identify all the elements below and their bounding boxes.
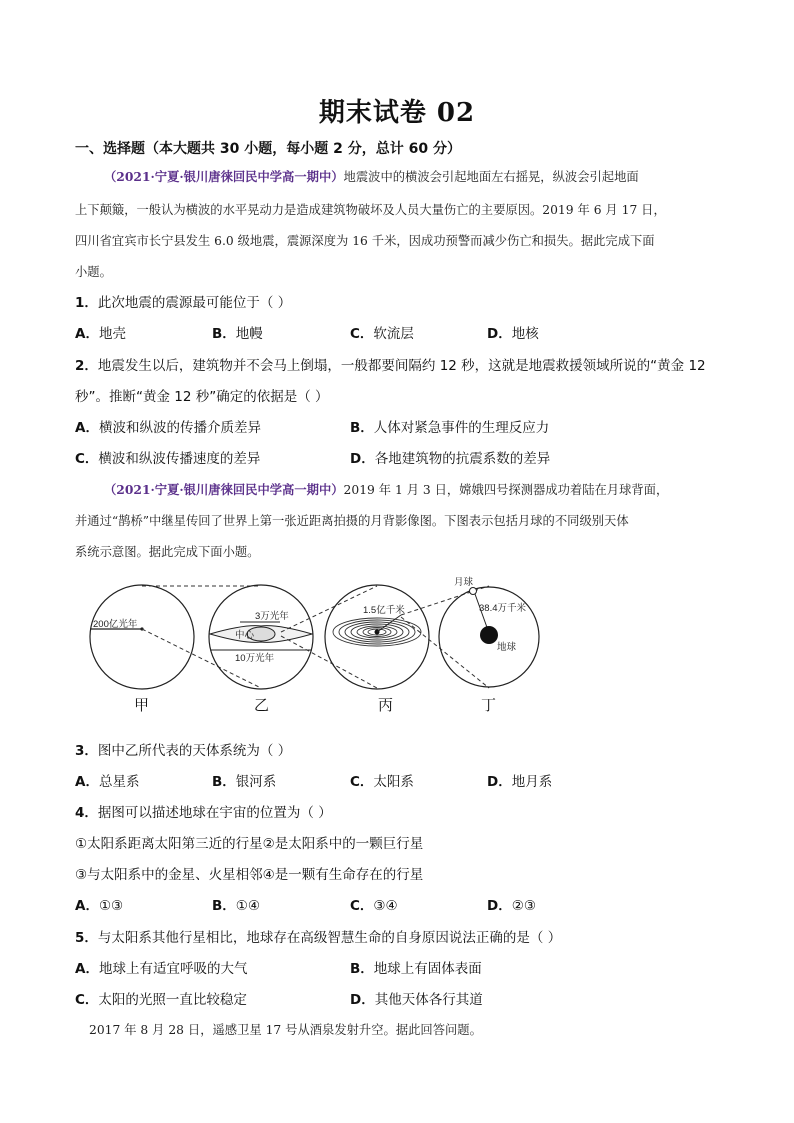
q3-option-b[interactable] — [212, 770, 276, 790]
option-key: B． — [212, 898, 236, 914]
q3-option-d[interactable] — [487, 770, 552, 790]
option-text: ①④ — [235, 898, 261, 914]
q1-option-c[interactable] — [350, 322, 414, 342]
option-text: 太阳系 — [373, 774, 414, 790]
option-key: D． — [487, 898, 512, 914]
option-text: 地核 — [511, 326, 539, 342]
option-text: 地球上有适宜呼吸的大气 — [98, 961, 248, 977]
option-key: C． — [75, 451, 99, 467]
q3-option-c[interactable] — [350, 770, 414, 790]
moon-label: 月球 — [454, 577, 474, 588]
option-text: ①③ — [98, 898, 124, 914]
q5-stem: 与太阳系其他行星相比，地球存在高级智慧生命的自身原因说法正确的是（ ） — [97, 930, 562, 946]
option-text: 地球上有固体表面 — [373, 961, 482, 977]
q5-option-d[interactable] — [350, 988, 483, 1008]
option-text: 地壳 — [98, 326, 126, 342]
q4-stem: 据图可以描述地球在宇宙的位置为（ ） — [97, 805, 332, 821]
figure-label-yi: 乙 — [254, 696, 270, 714]
option-text: ③④ — [373, 898, 398, 914]
q5-option-b[interactable] — [350, 957, 482, 977]
question-4 — [75, 801, 332, 821]
moon-icon — [470, 588, 477, 595]
q5-number: 5． — [75, 930, 98, 946]
option-text: 横波和纵波的传播介质差异 — [98, 420, 261, 436]
option-key: D． — [487, 326, 512, 342]
option-key: C． — [350, 774, 374, 790]
option-key: A． — [75, 326, 99, 342]
question-3 — [75, 739, 291, 759]
q2-number: 2． — [75, 358, 98, 374]
option-key: A． — [75, 898, 99, 914]
option-key: A． — [75, 961, 99, 977]
bing-distance-label: 1.5亿千米 — [363, 605, 405, 616]
option-key: C． — [75, 992, 99, 1008]
yi-center-label: 中心 — [235, 630, 255, 641]
q3-option-a[interactable] — [75, 770, 139, 790]
passage2-line3: 系统示意图。据此完成下面小题。 — [75, 545, 260, 559]
ding-distance-label: 38.4万千米 — [479, 603, 526, 614]
option-key: B． — [212, 774, 236, 790]
section-heading: 一、选择题（本大题共 30 小题，每小题 2 分，总计 60 分） — [75, 141, 461, 157]
q1-option-d[interactable] — [487, 322, 539, 342]
option-text: ②③ — [511, 898, 536, 914]
q2-option-d[interactable] — [350, 447, 550, 467]
option-text: 软流层 — [373, 326, 414, 342]
option-key: D． — [487, 774, 512, 790]
q1-number: 1． — [75, 295, 98, 311]
jia-circle — [90, 585, 194, 689]
question-5 — [75, 926, 561, 946]
option-key: C． — [350, 326, 374, 342]
yi-top-label: 3万光年 — [255, 611, 289, 622]
connector-dash — [401, 617, 489, 688]
q4-statement-2: ③与太阳系中的金星、火星相邻④是一颗有生命存在的行星 — [75, 867, 424, 883]
option-key: A． — [75, 420, 99, 436]
q2-stem-line1: 地震发生以后，建筑物并不会马上倒塌，一般都要间隔约 12 秒，这就是地震救援领域所说的“黄金 12 — [97, 358, 706, 374]
q2-option-c[interactable] — [75, 447, 260, 467]
q4-number: 4． — [75, 805, 98, 821]
passage1-line2: 上下颠簸，一般认为横波的水平晃动力是造成建筑物破坏及人员大量伤亡的主要原因。2019 年 6 月 17 日， — [75, 203, 666, 217]
connector-dash — [281, 636, 377, 688]
q2-option-b[interactable] — [350, 416, 549, 436]
q4-option-a[interactable] — [75, 894, 123, 914]
passage2-text: 2019 年 1 月 3 日，嫦娥四号探测器成功着陆在月球背面， — [343, 483, 669, 497]
q4-option-c[interactable] — [350, 894, 398, 914]
q2-option-a[interactable] — [75, 416, 261, 436]
passage3: 2017 年 8 月 28 日，遥感卫星 17 号从酒泉发射升空。据此回答问题。 — [89, 1023, 482, 1037]
passage1-text: 地震波中的横波会引起地面左右摇晃，纵波会引起地面 — [343, 170, 639, 184]
q1-option-b[interactable] — [212, 322, 263, 342]
option-text: 横波和纵波传播速度的差异 — [98, 451, 261, 467]
option-key: B． — [350, 961, 374, 977]
figure-label-ding: 丁 — [481, 696, 497, 714]
passage1-line4: 小题。 — [75, 265, 112, 279]
option-text: 银河系 — [235, 774, 277, 790]
option-text: 其他天体各行其道 — [374, 992, 483, 1008]
option-text: 总星系 — [98, 774, 140, 790]
figure-label-jia: 甲 — [134, 696, 150, 714]
passage2-line1 — [104, 480, 668, 498]
option-key: D． — [350, 992, 375, 1008]
option-text: 太阳的光照一直比较稳定 — [98, 992, 247, 1008]
question-1 — [75, 291, 291, 311]
q4-option-d[interactable] — [487, 894, 536, 914]
q4-statement-1: ①太阳系距离太阳第三近的行星②是太阳系中的一颗巨行星 — [75, 836, 424, 852]
q1-stem: 此次地震的震源最可能位于（ ） — [97, 295, 292, 311]
passage2-source: （2021·宁夏·银川唐徕回民中学高一期中） — [104, 482, 344, 497]
option-text: 各地建筑物的抗震系数的差异 — [374, 451, 551, 467]
option-key: B． — [212, 326, 236, 342]
passage1-line1 — [104, 167, 639, 185]
yi-bottom-label: 10万光年 — [235, 653, 275, 664]
q5-option-c[interactable] — [75, 988, 247, 1008]
page-title: 期末试卷 02 — [318, 98, 476, 128]
option-text: 地月系 — [511, 774, 553, 790]
option-text: 人体对紧急事件的生理反应力 — [373, 420, 550, 436]
option-key: D． — [350, 451, 375, 467]
q4-option-b[interactable] — [212, 894, 260, 914]
passage1-line3: 四川省宜宾市长宁县发生 6.0 级地震，震源深度为 16 千米，因成功预警而减少伤亡和损失。据此完成下面 — [75, 234, 655, 248]
q1-option-a[interactable] — [75, 322, 126, 342]
option-text: 地幔 — [235, 326, 263, 342]
passage2-line2: 并通过“鹊桥”中继星传回了世界上第一张近距离拍摄的月背影像图。下图表示包括月球的不同级别天体 — [75, 514, 629, 528]
earth-icon — [480, 626, 498, 644]
q3-number: 3． — [75, 743, 98, 759]
bing-circle — [325, 585, 429, 689]
jia-distance-label: 200亿光年 — [93, 619, 138, 630]
q3-stem: 图中乙所代表的天体系统为（ ） — [97, 743, 292, 759]
earth-label: 地球 — [497, 642, 517, 653]
passage1-source: （2021·宁夏·银川唐徕回民中学高一期中） — [104, 169, 344, 184]
q5-option-a[interactable] — [75, 957, 247, 977]
q2-stem-line2: 秒”。推断“黄金 12 秒”确定的依据是（ ） — [75, 389, 329, 405]
option-key: C． — [350, 898, 374, 914]
question-2 — [75, 354, 706, 374]
figure-label-bing: 丙 — [378, 696, 394, 714]
option-key: A． — [75, 774, 99, 790]
option-key: B． — [350, 420, 374, 436]
